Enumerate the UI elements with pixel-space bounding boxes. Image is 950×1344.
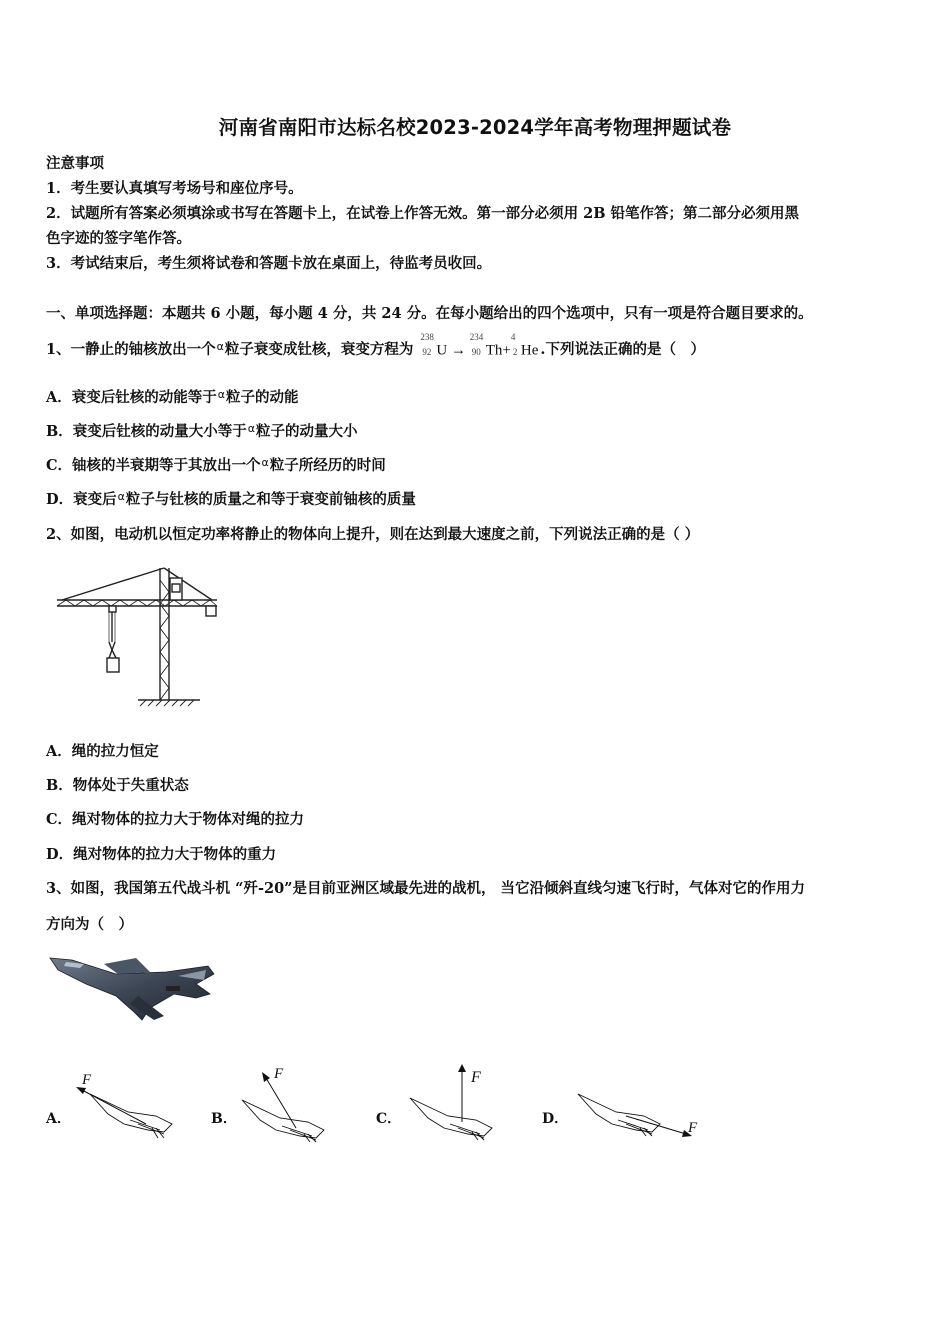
q3-option-b-diagram[interactable]	[232, 1062, 344, 1144]
option-text: 粒子所经历的时间	[269, 457, 386, 474]
isotope-th-index	[469, 331, 486, 362]
crane-figure	[52, 560, 224, 708]
force-label: F	[274, 1066, 284, 1082]
notice-heading: 注意事项	[46, 155, 104, 172]
q1-option-c[interactable]	[46, 454, 386, 475]
question-3-stem: 3、如图，我国第五代战斗机 “歼-20”是目前亚洲区域最先进的战机， 当它沿倾斜直线匀速飞行时，气体对它的作用力	[46, 880, 806, 897]
q3-option-c-label[interactable]: C．	[376, 1111, 402, 1127]
q3-option-b-label[interactable]: B．	[211, 1111, 237, 1127]
isotope-u-index	[420, 331, 436, 362]
q3-option-d-diagram[interactable]	[566, 1076, 708, 1146]
force-label: F	[688, 1120, 698, 1136]
decay-equation	[420, 331, 539, 362]
th-symbol: Th+	[485, 342, 511, 358]
alpha-symbol: α	[247, 422, 256, 435]
q2-option-c[interactable]: C．绳对物体的拉力大于物体对绳的拉力	[46, 811, 305, 828]
isotope-he-index	[510, 331, 521, 362]
q1-stem-part: .下列说法正确的是（ ）	[540, 341, 705, 358]
arrow-symbol: →	[451, 342, 467, 358]
option-text: 粒子的动量大小	[256, 423, 358, 440]
q3-option-d-label[interactable]: D．	[542, 1111, 569, 1127]
q2-option-a[interactable]: A．绳的拉力恒定	[46, 743, 159, 760]
notice-item: 3．考试结束后，考生须将试卷和答题卡放在桌面上，待监考员收回。	[46, 255, 492, 272]
he-atomic-number: 2	[512, 346, 518, 357]
q3-option-a-label[interactable]: A．	[46, 1111, 71, 1127]
q1-stem-part: 粒子衰变成钍核，衰变方程为	[224, 341, 414, 358]
notice-item: 2．试题所有答案必须填涂或书写在答题卡上，在试卷上作答无效。第一部分必须用 2B 铅笔作答；第二部分必须用黑	[46, 205, 800, 222]
option-text: 粒子的动能	[226, 389, 299, 406]
q3-option-a-diagram[interactable]	[68, 1068, 180, 1144]
q1-option-d[interactable]	[46, 488, 416, 509]
q1-option-a[interactable]	[46, 386, 299, 407]
alpha-symbol: α	[261, 456, 269, 469]
he-symbol: He	[520, 342, 539, 358]
force-label: F	[82, 1072, 92, 1088]
q2-option-d[interactable]: D．绳对物体的拉力大于物体的重力	[46, 846, 277, 863]
alpha-symbol: α	[216, 340, 224, 353]
question-3-stem-cont: 方向为（ ）	[46, 916, 133, 933]
q1-option-b[interactable]	[46, 420, 358, 441]
question-1-stem	[46, 331, 705, 362]
option-text: C．铀核的半衰期等于其放出一个	[46, 457, 261, 474]
u-atomic-number: 92	[422, 346, 432, 357]
he-mass-number: 4	[510, 331, 516, 342]
notice-item: 1．考生要认真填写考场号和座位序号。	[46, 180, 303, 197]
q2-option-b[interactable]: B．物体处于失重状态	[46, 777, 189, 794]
u-mass-number: 238	[420, 331, 434, 342]
question-2-stem: 2、如图，电动机以恒定功率将静止的物体向上提升，则在达到最大速度之前，下列说法正确的是（ ）	[46, 526, 700, 543]
alpha-symbol: α	[217, 388, 226, 401]
option-text: D．衰变后	[46, 491, 117, 508]
notice-item: 色字迹的签字笔作答。	[46, 230, 191, 247]
option-text: 粒子与钍核的质量之和等于衰变前铀核的质量	[125, 491, 416, 508]
th-mass-number: 234	[469, 331, 484, 342]
alpha-symbol: α	[117, 490, 125, 503]
option-text: A．衰变后钍核的动能等于	[46, 389, 217, 406]
page-title: 河南省南阳市达标名校2023-2024学年高考物理押题试卷	[218, 116, 732, 139]
th-atomic-number: 90	[471, 346, 481, 357]
q3-option-c-diagram[interactable]	[398, 1060, 512, 1146]
q1-stem-part: 1、一静止的铀核放出一个	[46, 341, 216, 358]
option-text: B．衰变后钍核的动量大小等于	[46, 423, 247, 440]
u-symbol: U	[436, 342, 448, 358]
section-heading: 一、单项选择题：本题共 6 小题，每小题 4 分，共 24 分。在每小题给出的四个选项中，只有一项是符合题目要求的。	[46, 305, 813, 322]
j20-jet-image	[46, 950, 218, 1026]
force-label: F	[471, 1069, 481, 1086]
